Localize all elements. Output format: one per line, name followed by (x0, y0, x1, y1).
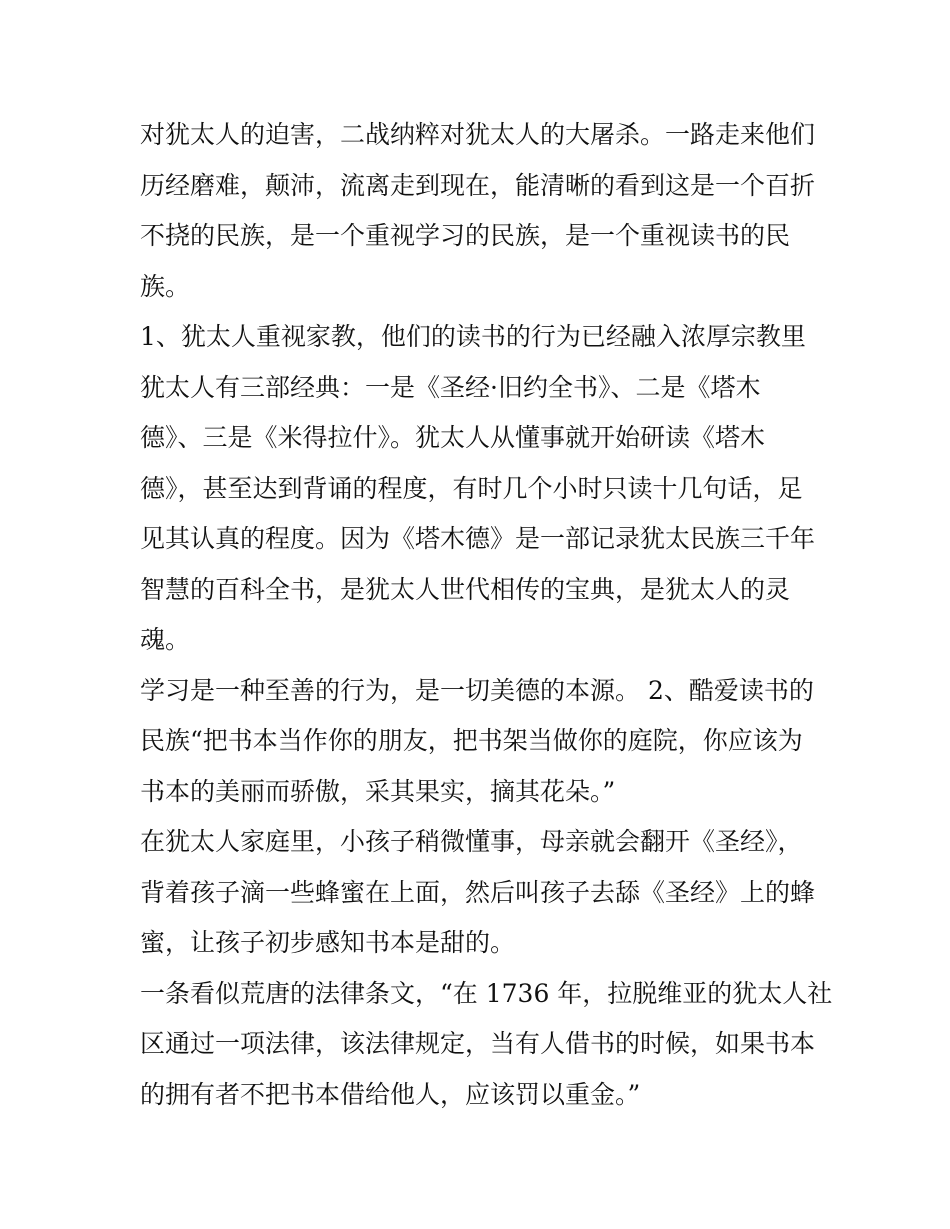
text-line: 魂。 (140, 625, 191, 654)
text-line: 犹太人有三部经典：一是《圣经·旧约全书》、二是《塔木 (140, 372, 761, 402)
text-line: 区通过一项法律，该法律规定，当有人借书的时候，如果书本 (140, 1029, 816, 1058)
text-line: 不挠的民族，是一个重视学习的民族，是一个重视读书的民 (140, 221, 791, 250)
text-line: 德》，甚至达到背诵的程度，有时几个小时只读十几句话，足 (140, 473, 803, 503)
text-line: 1、犹太人重视家教，他们的读书的行为已经融入浓厚宗教里 (140, 322, 806, 351)
text-line: 蜜，让孩子初步感知书本是甜的。 (140, 928, 516, 957)
text-line: 一条看似荒唐的法律条文，“在 1736 年，拉脱维亚的犹太人社 (140, 978, 833, 1008)
text-line: 德》、三是《米得拉什》。犹太人从懂事就开始研读《塔木 (140, 423, 766, 452)
text-line: 背着孩子滴一些蜂蜜在上面，然后叫孩子去舔《圣经》上的蜂 (140, 877, 816, 907)
text-line: 的拥有者不把书本借给他人，应该罚以重金。” (140, 1079, 641, 1109)
document-body (140, 110, 833, 1120)
text-line: 民族“把书本当作你的朋友，把书架当做你的庭院，你应该为 (140, 726, 803, 755)
text-line: 对犹太人的迫害，二战纳粹对犹太人的大屠杀。一路走来他们 (140, 120, 816, 149)
text-line: 在犹太人家庭里，小孩子稍微懂事，母亲就会翻开《圣经》， (140, 827, 803, 856)
text-line: 历经磨难，颠沛，流离走到现在，能清晰的看到这是一个百折 (140, 170, 816, 200)
text-line: 智慧的百科全书，是犹太人世代相传的宝典，是犹太人的灵 (140, 574, 791, 604)
text-line: 见其认真的程度。因为《塔木德》是一部记录犹太民族三千年 (140, 524, 816, 553)
text-line: 书本的美丽而骄傲，采其果实，摘其花朵。” (140, 776, 616, 806)
text-line: 学习是一种至善的行为，是一切美德的本源。 2、酷爱读书的 (140, 675, 814, 705)
text-line: 族。 (140, 271, 191, 301)
